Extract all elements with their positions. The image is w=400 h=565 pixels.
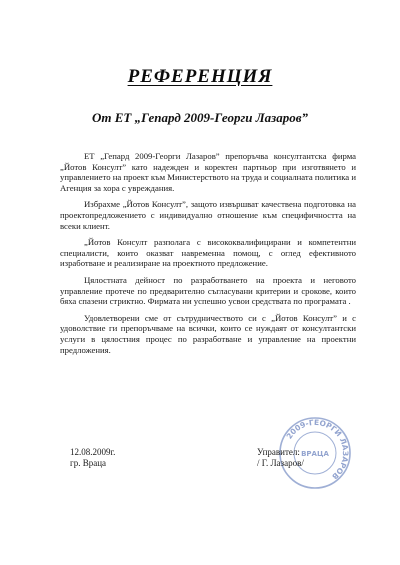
paragraph-3: „Йотов Консулт разполага с висококвалифицирани и компетентни специалисти, които оказват навременна помощ, с оглед ефективното изработване и реализиране на проектното предложение. <box>60 237 356 269</box>
stamp-center-text: ВРАЦА <box>301 450 329 458</box>
reference-body <box>60 151 356 361</box>
document-title: РЕФЕРЕНЦИЯ <box>127 66 273 87</box>
signer-title: Управител: <box>257 447 300 457</box>
document-place: гр. Враца <box>70 458 106 468</box>
paragraph-4: Цялостната дейност по разработването на проекта и неговото управление протече по предварително съгласувани критерии и срокове, които бяха спазени стриктно. Фирмата ни успешно усвои средствата по програмата . <box>60 274 356 307</box>
signer-name: / Г. Лазаров/ <box>257 458 304 468</box>
document-date: 12.08.2009г. <box>70 447 116 457</box>
date-place-block <box>70 447 115 469</box>
paragraph-5: Удовлетворени сме от сътрудничеството си с „Йотов Консулт” и с удоволствие ги препоръчваме на всички, които се нуждаят от консултантски услуги в цялостния процес по разработване и управление на проектни предложения. <box>60 312 356 355</box>
stamp-ring-text: 2009-ГЕОРГИ ЛАЗАРОВ <box>284 417 351 482</box>
paragraph-2: Избрахме „Йотов Консулт”, защото извършват качествена подготовка на проектопредложението с индивидуално отношение към специфичността на всеки клиент. <box>60 199 356 231</box>
paragraph-1: ЕТ „Гепард 2009-Георги Лазаров” препоръчва консултантска фирма „Йотов Консулт” като надежден и коректен партньор при изготвянето и управлението на проект към Министерството на труда и социалната политика и Агенция за хора с увреждания. <box>60 151 356 193</box>
signer-block <box>257 447 304 469</box>
document-subtitle: От ЕТ „Гепард 2009-Георги Лазаров” <box>91 110 309 125</box>
